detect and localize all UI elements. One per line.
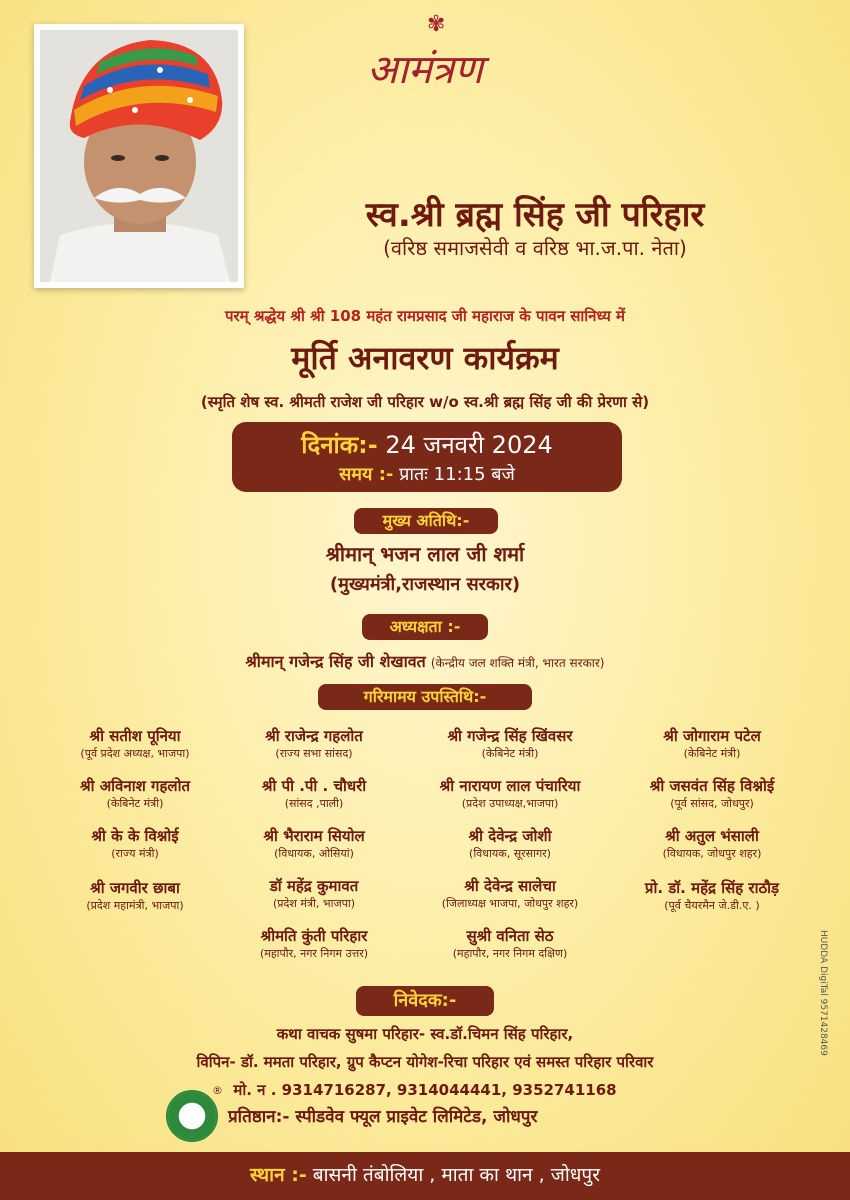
guest-entry (35, 878, 235, 914)
guest-role: (विधायक, जोधपुर शहर) (662, 847, 762, 860)
guest-name: श्री सतीश पूनिया (89, 727, 181, 745)
guest-role: (महापौर, नगर निगम दक्षिण) (452, 947, 568, 960)
guest-entry (410, 776, 610, 812)
chief-guest-heading: मुख्य अतिथि:- (354, 508, 498, 534)
time-value: प्रातः 11:15 बजे (399, 464, 515, 485)
guest-entry (214, 876, 414, 912)
guest-name: श्री अविनाश गहलोत (79, 777, 191, 795)
registered-mark: ® (212, 1084, 223, 1097)
guest-role: (केबिनेट मंत्री) (683, 747, 741, 760)
establishment-line: प्रतिष्ठान:- स्पीडवेव फ्यूल प्राइवेट लिमिटेड, जोधपुर (228, 1107, 538, 1127)
guest-entry (35, 826, 235, 862)
guest-name: श्री नारायण लाल पंचारिया (439, 777, 581, 795)
guest-role: (केबिनेट मंत्री) (106, 797, 164, 810)
chief-guest-name: श्रीमान् भजन लाल जी शर्मा (325, 542, 525, 566)
time-line (232, 462, 622, 486)
guest-entry (410, 876, 610, 912)
chief-guest-role: (मुख्यमंत्री,राजस्थान सरकार) (329, 574, 521, 595)
inspiration-line: (स्मृति शेष स्व. श्रीमती राजेश जी परिहार w/o स्व.श्री ब्रह्म सिंह जी की प्रेरणा से) (200, 393, 650, 411)
guest-entry (214, 826, 414, 862)
guest-role: (महापौर, नगर निगम उत्तर) (259, 947, 369, 960)
venue-label: स्थान :- (250, 1164, 307, 1186)
guest-role: (राज्य सभा सांसद) (275, 747, 353, 760)
guest-role: (विधायक, सूरसागर) (469, 847, 551, 860)
guest-name: श्री के के विश्नोई (91, 827, 179, 845)
contact-numbers: मो. न . 9314716287, 9314044441, 9352741168 (233, 1081, 617, 1099)
guest-entry (214, 726, 414, 762)
guest-entry (410, 926, 610, 962)
guest-name: श्री भैराराम सियोल (263, 827, 365, 845)
requesters-heading: निवेदक:- (356, 986, 494, 1016)
guest-entry (612, 776, 812, 812)
guest-name: श्री देवेन्द्र जोशी (468, 827, 552, 845)
guest-entry (410, 726, 610, 762)
guest-name: श्री जगवीर छाबा (90, 879, 180, 897)
guest-role: (प्रदेश उपाध्यक्ष,भाजपा) (461, 797, 559, 810)
guest-role: (विधायक, ओसियां) (274, 847, 354, 860)
guest-role: (जिलाध्यक्ष भाजपा, जोधपुर शहर) (441, 897, 579, 910)
presidency-heading: अध्यक्षता :- (362, 614, 488, 640)
guest-entry (612, 878, 812, 914)
presence-line: परम् श्रद्धेय श्री श्री 108 महंत रामप्रसाद जी महाराज के पावन सानिध्य में (224, 307, 626, 325)
date-line (232, 428, 622, 461)
guest-name: श्री देवेन्द्र सालेचा (464, 877, 556, 895)
guest-role: (प्रदेश मंत्री, भाजपा) (273, 897, 355, 910)
guest-role: (राज्य मंत्री) (111, 847, 159, 860)
honored-presence-heading: गरिमामय उपस्तिथि:- (318, 684, 532, 710)
guest-role: (पूर्व सांसद, जोधपुर) (670, 797, 754, 810)
event-title: मूर्ति अनावरण कार्यक्रम (291, 339, 559, 377)
guest-name: डॉ महेंद्र कुमावत (269, 877, 359, 895)
presidency-role: (केन्द्रीय जल शक्ति मंत्री, भारत सरकार) (430, 656, 605, 670)
invitation-heading: आमंत्रण (367, 47, 483, 93)
venue-bar (0, 1152, 850, 1200)
guest-name: प्रो. डॉ. महेंद्र सिंह राठौड़ (644, 879, 780, 897)
date-time-box (232, 422, 622, 492)
guest-entry (612, 826, 812, 862)
designer-watermark: HUDDA DigiTal 9571428469 (818, 930, 828, 1056)
honoree-description: (वरिष्ठ समाजसेवी व वरिष्ठ भा.ज.पा. नेता) (383, 236, 687, 260)
guest-name: श्री जसवंत सिंह विश्नोई (649, 777, 775, 795)
venue-value: बासनी तंबोलिया , माता का थान , जोधपुर (312, 1164, 600, 1186)
requesters-line-1: कथा वाचक सुषमा परिहार- स्व.डॉ.चिमन सिंह परिहार, (276, 1025, 574, 1043)
guest-entry (35, 726, 235, 762)
guest-entry (410, 826, 610, 862)
guest-entry (214, 926, 414, 962)
guest-entry (35, 776, 235, 812)
guest-role: (सांसद ,पाली) (284, 797, 344, 810)
guest-name: श्रीमति कुंती परिहार (260, 927, 368, 945)
presidency-line (0, 650, 850, 672)
guest-name: श्री गजेन्द्र सिंह खिंवसर (447, 727, 573, 745)
guest-name: श्री जोगाराम पटेल (663, 727, 761, 745)
honoree-name: स्व.श्री ब्रह्म सिंह जी परिहार (365, 195, 705, 235)
guest-name: सुश्री वनिता सेठ (466, 927, 554, 945)
time-label: समय :- (339, 464, 394, 485)
requesters-line-2: विपिन- डॉ. ममता परिहार, ग्रुप कैप्टन योगेश-रिचा परिहार एवं समस्त परिहार परिवार (196, 1053, 654, 1071)
guest-name: श्री पी .पी . चौधरी (261, 777, 367, 795)
date-label: दिनांक:- (301, 431, 378, 459)
presidency-name: श्रीमान् गजेन्द्र सिंह जी शेखावत (245, 652, 426, 671)
guest-role: (पूर्व चैयरमैन जे.डी.ए. ) (664, 899, 760, 912)
guest-role: (पूर्व प्रदेश अध्यक्ष, भाजपा) (80, 747, 190, 760)
guest-name: श्री अतुल भंसाली (665, 827, 759, 845)
company-logo-icon (166, 1090, 218, 1142)
guest-role: (केबिनेट मंत्री) (481, 747, 539, 760)
guest-name: श्री राजेन्द्र गहलोत (265, 727, 363, 745)
guest-entry (214, 776, 414, 812)
guest-role: (प्रदेश महामंत्री, भाजपा) (86, 899, 184, 912)
guest-entry (612, 726, 812, 762)
lotus-ornament-icon: ✾ (427, 12, 446, 37)
date-value: 24 जनवरी 2024 (385, 431, 553, 459)
